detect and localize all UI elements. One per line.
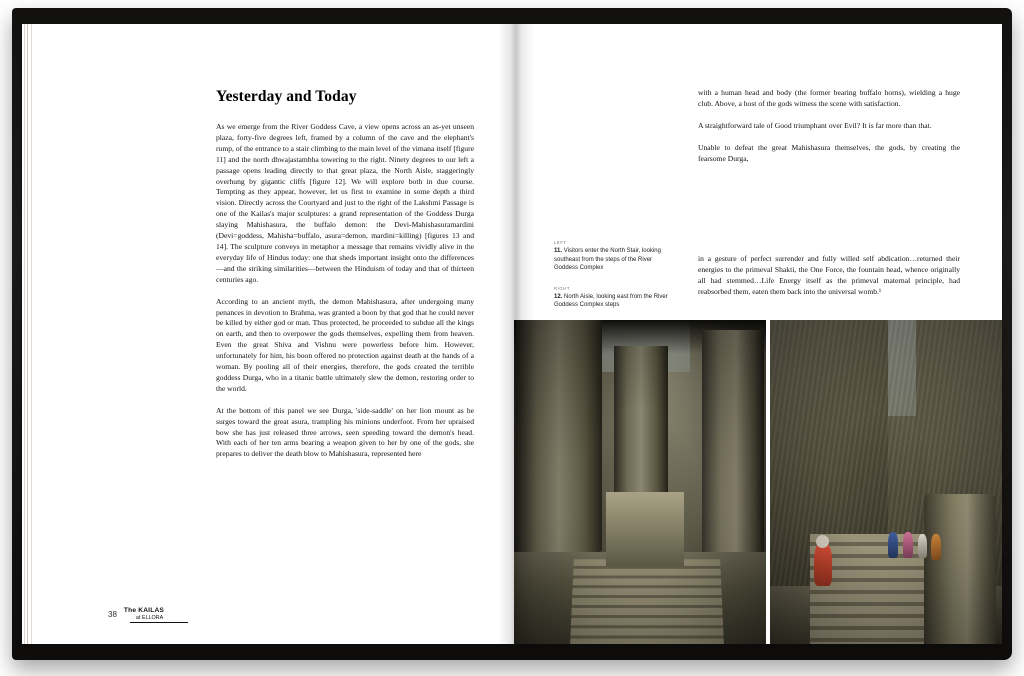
- caption-column: [554, 240, 670, 323]
- photo-north-stair-scene: [514, 320, 766, 644]
- body-paragraph-quote: in a gesture of perfect surrender and fully willed self abdication…returned their energies to the primeval Shakti, the One Force, the fountain head, whence originally all had stemmed…Life Energy itself as the primeval maternal principle, had reabsorbed them, eaten them back into the universal womb.¹: [698, 254, 960, 296]
- right-page-text-column-lower: [698, 254, 960, 298]
- left-page: [36, 24, 514, 644]
- book-title-line-1: The KAILAS: [123, 607, 165, 614]
- caption-label: North Aisle, looking east from the River Goddess Complex steps: [554, 293, 668, 309]
- right-page: [514, 24, 1002, 644]
- body-paragraph: A straightforward tale of Good triumphant over Evil? It is far more than that.: [698, 120, 932, 130]
- body-paragraph: According to an ancient myth, the demon Mahishasura, after undergoing many penances in devotion to Brahma, was granted a boon by that god that he could never be killed by either god or man. Thus protected, he proceeded to subdue all the kings on earth, and then to overpower the gods themselves, expelling them from heaven. Even the great Shiva and Vishnu were powerless before him. However, unfortunately for him, his boon offered no protection against death at the hands of a woman. By pooling all of their energies, therefore, the gods created the terrible goddess Durga, who in a titanic battle ultimately slew the demon, restoring order to the world.: [216, 296, 474, 393]
- open-book: [12, 8, 1012, 668]
- photo-north-aisle: [770, 320, 1002, 644]
- running-book-title: [124, 607, 164, 622]
- left-page-text-column: [216, 88, 474, 460]
- caption-kicker: RIGHT: [554, 285, 571, 291]
- body-paragraph: At the bottom of this panel we see Durga, 'side-saddle' on her lion mount as he surges toward the great asura, trampling his minions underfoot. From her upraised bow she has just released three arrows, seen speeding toward the demon's head. With each of her ten arms bearing a weapon given to her by one of the gods, she prepares to deliver the death blow to Mahishasura, represented here: [216, 405, 474, 459]
- folio-rule: [130, 622, 188, 623]
- caption-body: [554, 293, 670, 310]
- photo-north-aisle-scene: [770, 320, 1002, 644]
- photo-north-stair: [514, 320, 766, 644]
- book-title-line-2: at ELLORA: [135, 615, 164, 621]
- body-paragraph: Unable to defeat the great Mahishasura themselves, the gods, by creating the fearsome Durga,: [698, 142, 960, 163]
- photo-row: [514, 320, 1002, 644]
- photo-vignette: [770, 320, 1002, 644]
- right-page-text-column-top: [698, 88, 960, 165]
- page-title: Yesterday and Today: [216, 88, 357, 105]
- figure-caption-12: [554, 286, 670, 310]
- caption-label: Visitors enter the North Stair, looking southeast from the steps of the River Goddess Complex: [554, 248, 661, 272]
- body-paragraph: with a human head and body (the former bearing buffalo horns), wielding a huge club. Above, a host of the gods witness the scene with satisfaction.: [698, 88, 960, 108]
- caption-number: 12.: [554, 293, 563, 300]
- caption-kicker: LEFT: [554, 240, 567, 245]
- body-paragraph: As we emerge from the River Goddess Cave, a view opens across an as-yet unseen plaza, forty-five degrees left, framed by a column of the cave and the elephant's rump, of the entrance to a stair climbing to the main level of the vimana itself [figure 11] and the north dhwajastambha towering to the right. Ninety degrees to our left a passage opens leading directly to that great plaza, the North Aisle, staggeringly overhung by gigantic cliffs [figure 12]. We will explore both in due course. Tempting as they appear, however, let us first to examine in some depth a third vision. Directly across the Courtyard and just to the right of the Lakshmi Passage is one of the Kailas's major sculptures: a grand representation of the Goddess Durga slaying Mahishasura, the buffalo demon: the Devi-Mahishasuramardini (Devi=goddess, Mahisha=buffalo, asura=demon, mardini=killing) [figures 13 and 14]. The sculpture conveys in metaphor a message that remains vividly alive in the everyday life of Hindus today: one that sheds important insight onto the differences—and the striking similarities—between the Hinduism of today and that of thirteen centuries ago.: [216, 122, 474, 284]
- figure-caption-11: [554, 240, 670, 273]
- page-edge-stack: [22, 24, 36, 644]
- photo-vignette: [514, 320, 766, 644]
- caption-body: [554, 247, 670, 273]
- caption-number: 11.: [554, 248, 563, 254]
- folio: [108, 607, 164, 622]
- page-number: 38: [108, 610, 117, 619]
